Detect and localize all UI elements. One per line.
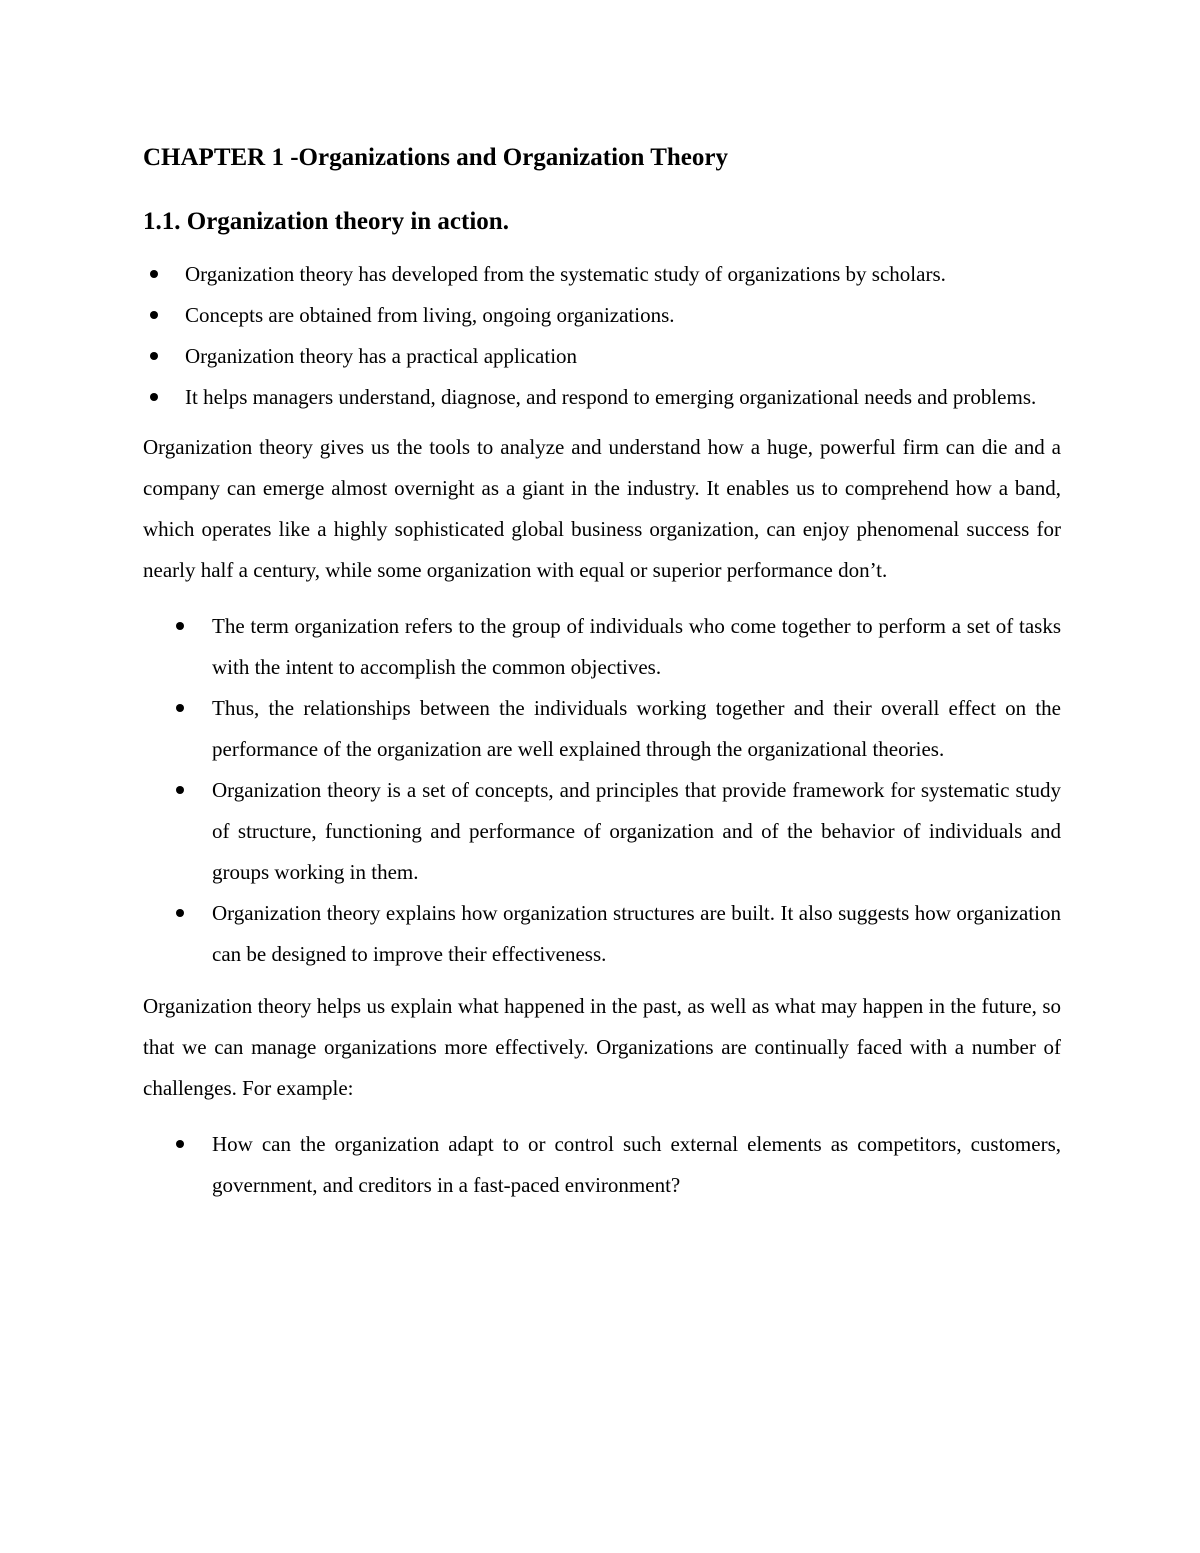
- bullet-icon: [176, 1140, 184, 1148]
- list-item: [143, 295, 1061, 336]
- list-item-text: How can the organization adapt to or control such external elements as competitors, customers, government, and creditors in a fast-paced environment?: [212, 1132, 1061, 1197]
- list-item-text: Organization theory has a practical application: [185, 344, 578, 368]
- list-item-text: Organization theory is a set of concepts, and principles that provide framework for systematic study of structure, functioning and performance of organization and of the behavior of individuals and groups working in them.: [212, 778, 1061, 884]
- document-body: [143, 138, 1061, 1206]
- list-item-text: It helps managers understand, diagnose, and respond to emerging organizational needs and problems.: [185, 385, 1037, 409]
- list-item-text: Organization theory explains how organization structures are built. It also suggests how organization can be designed to improve their effectiveness.: [212, 901, 1061, 966]
- bullet-list-overview: [143, 254, 1061, 418]
- bullet-icon: [150, 352, 158, 360]
- list-item-text: Concepts are obtained from living, ongoing organizations.: [185, 303, 675, 327]
- list-item-text: Organization theory has developed from the systematic study of organizations by scholars.: [185, 262, 946, 286]
- bullet-list-questions: [143, 1124, 1061, 1206]
- section-title: 1.1. Organization theory in action.: [143, 208, 509, 235]
- list-item: [143, 606, 1061, 688]
- bullet-icon: [176, 786, 184, 794]
- list-item: [143, 893, 1061, 975]
- list-item: [143, 336, 1061, 377]
- list-item: [143, 377, 1061, 418]
- bullet-icon: [150, 311, 158, 319]
- chapter-title: CHAPTER 1 -Organizations and Organization Theory: [143, 144, 728, 171]
- bullet-list-definitions: [143, 606, 1061, 975]
- list-item-text: The term organization refers to the group of individuals who come together to perform a set of tasks with the intent to accomplish the common objectives.: [212, 614, 1061, 679]
- list-item: [143, 688, 1061, 770]
- bullet-icon: [176, 909, 184, 917]
- list-item: [143, 254, 1061, 295]
- paragraph-challenges: Organization theory helps us explain what happened in the past, as well as what may happen in the future, so that we can manage organizations more effectively. Organizations are continually faced with a number of challenges. For example:: [143, 994, 1061, 1100]
- list-item: [143, 1124, 1061, 1206]
- bullet-icon: [176, 704, 184, 712]
- list-item-text: Thus, the relationships between the individuals working together and their overall effect on the performance of the organization are well explained through the organizational theories.: [212, 696, 1061, 761]
- bullet-icon: [176, 622, 184, 630]
- list-item: [143, 770, 1061, 893]
- bullet-icon: [150, 270, 158, 278]
- bullet-icon: [150, 393, 158, 401]
- paragraph-tools: Organization theory gives us the tools to analyze and understand how a huge, powerful firm can die and a company can emerge almost overnight as a giant in the industry. It enables us to comprehend how a band, which operates like a highly sophisticated global business organization, can enjoy phenomenal success for nearly half a century, while some organization with equal or superior performance don’t.: [143, 435, 1061, 582]
